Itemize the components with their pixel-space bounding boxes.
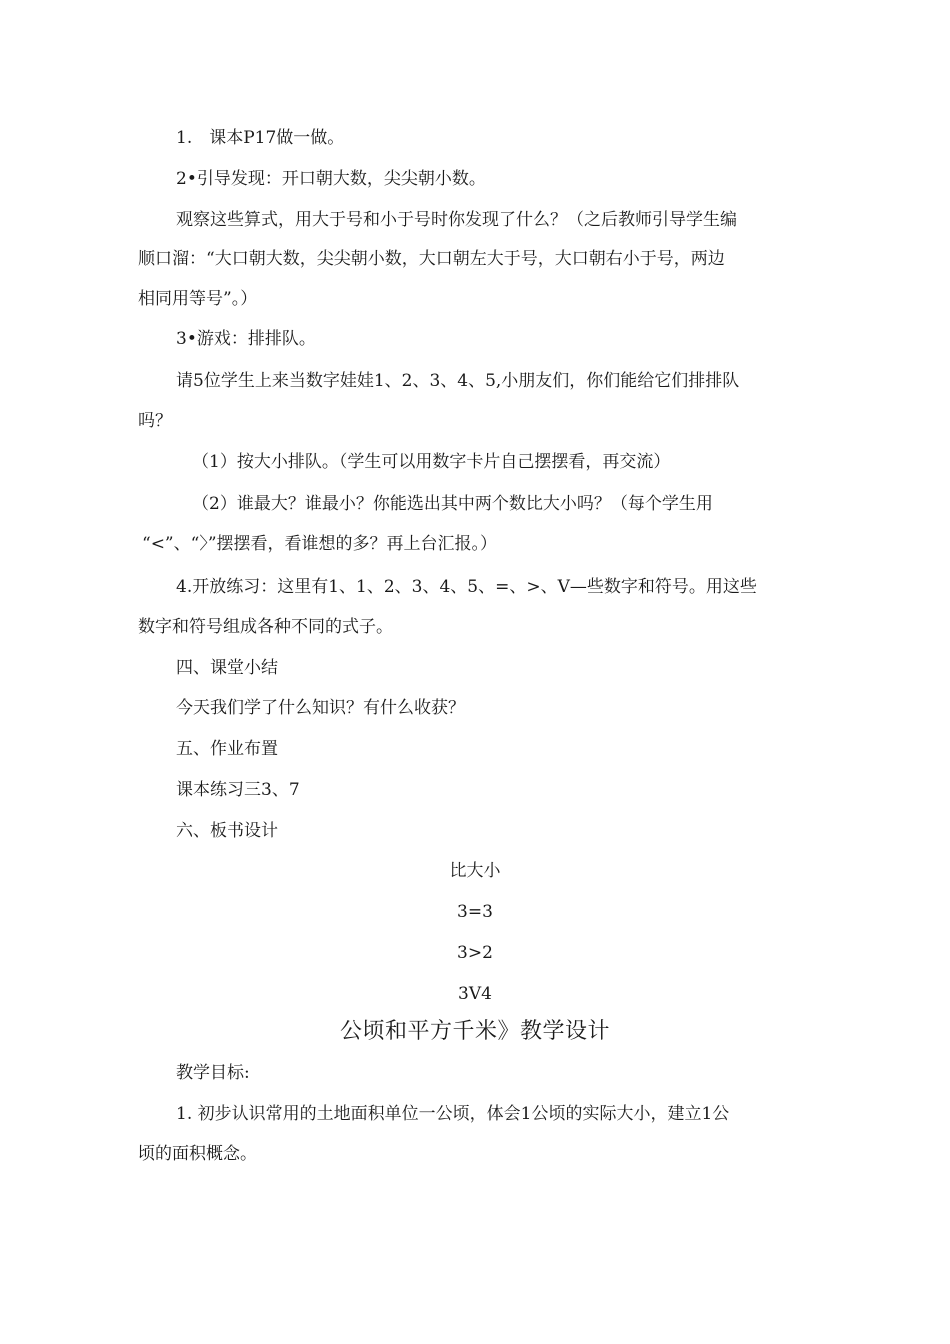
- section-heading: 五、作业布置: [176, 739, 278, 759]
- text-line: 1. 初步认识常用的土地面积单位一公顷，体会1公顷的实际大小，建立1公: [176, 1104, 730, 1124]
- section-heading: 四、课堂小结: [176, 658, 278, 678]
- text-line: 3•游戏：排排队。: [176, 329, 316, 349]
- text-line: 课本练习三3、7: [176, 780, 300, 800]
- board-title: 比大小: [449, 861, 501, 881]
- board-equation: 3=3: [457, 902, 493, 922]
- section-heading: 教学目标:: [176, 1063, 250, 1083]
- text-line: 1. 课本P17做一做。: [176, 128, 345, 148]
- text-line: 数字和符号组成各种不同的式子。: [138, 617, 393, 637]
- board-equation: 3>2: [457, 943, 493, 963]
- text-line: 顷的面积概念。: [138, 1144, 257, 1164]
- text-line: “<”、“〉”摆摆看，看谁想的多？再上台汇报。）: [142, 534, 498, 554]
- text-line: 2•引导发现：开口朝大数，尖尖朝小数。: [176, 169, 486, 189]
- text-line: 观察这些算式，用大于号和小于号时你发现了什么？（之后教师引导学生编: [176, 210, 737, 230]
- board-equation: 3V4: [458, 984, 492, 1004]
- lesson-title: 公顷和平方千米》教学设计: [339, 1019, 610, 1044]
- text-line: 请5位学生上来当数字娃娃1、2、3、4、5,小朋友们，你们能给它们排排队: [176, 371, 740, 391]
- text-line: 顺口溜：“大口朝大数，尖尖朝小数，大口朝左大于号，大口朝右小于号，两边: [138, 249, 725, 269]
- text-line: （2）谁最大？谁最小？你能选出其中两个数比大小吗？（每个学生用: [192, 494, 713, 514]
- text-line: （1）按大小排队。（学生可以用数字卡片自己摆摆看，再交流）: [192, 452, 671, 472]
- text-line: 吗？: [138, 411, 172, 431]
- section-heading: 六、板书设计: [176, 821, 278, 841]
- text-line: 今天我们学了什么知识？有什么收获？: [176, 698, 465, 718]
- text-line: 4.开放练习：这里有1、1、2、3、4、5、=、>、V—些数字和符号。用这些: [176, 577, 757, 597]
- text-line: 相同用等号”。）: [138, 289, 258, 309]
